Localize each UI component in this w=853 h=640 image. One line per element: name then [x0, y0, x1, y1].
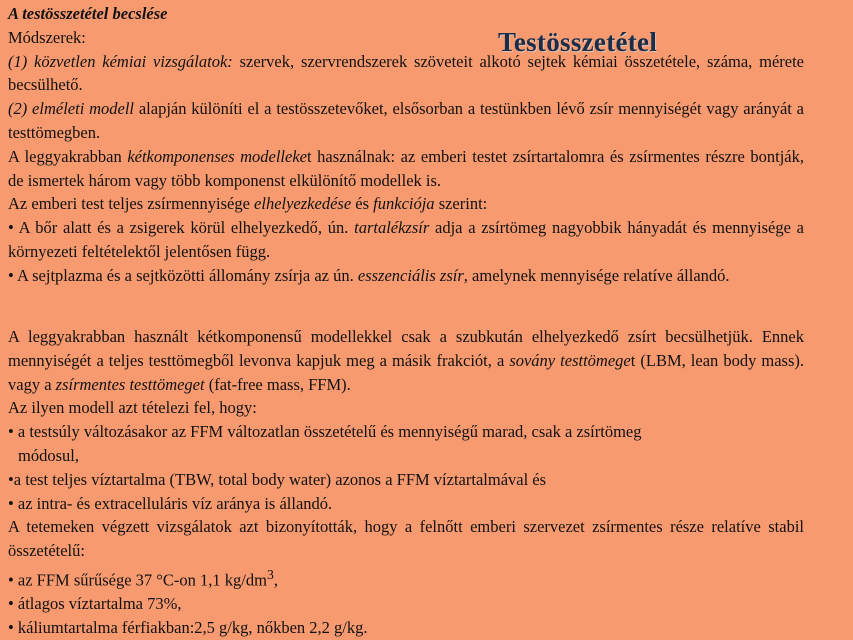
- fat-total-post: szerint:: [434, 194, 488, 214]
- models-mid: t (LBM, lean body mass). vagy a: [8, 350, 804, 394]
- method-1-lead: (1) közvetlen kémiai vizsgálatok:: [8, 51, 233, 71]
- fat-total-line: [8, 192, 804, 216]
- water-content-bullet: • átlagos víztartalma 73%,: [8, 594, 182, 614]
- potassium-bullet: • káliumtartalma férfiakban:2,5 g/kg, nőkben 2,2 g/kg.: [8, 618, 368, 638]
- two-component-intro: [8, 145, 804, 193]
- essential-term: esszenciális zsír: [357, 265, 464, 285]
- bullet-essential-fat: [8, 264, 804, 288]
- two-comp-pre: A leggyakrabban: [8, 146, 128, 166]
- assume-bullet-3: • az intra- és extracelluláris víz aránya is állandó.: [8, 493, 333, 513]
- assume-bullet-2: •a test teljes víztartalma (TBW, total body water) azonos a FFM víztartalmával és: [8, 469, 547, 489]
- storage-post: adja a zsírtömeg nagyobbik hányadát és mennyisége a környezeti feltételektől jelentősen függ.: [8, 218, 804, 261]
- models-pre: A leggyakrabban használt kétkomponensű modellekkel csak a szubkután elhelyezkedő zsírt becsülhetjük. Ennek mennyiségét a teljes testtömegből levonva kapjuk meg a másik frakciót, a: [8, 327, 804, 370]
- fat-total-term-2: funkciója: [373, 194, 435, 214]
- two-comp-post: t használnak: az emberi testet zsírtartalomra és zsírmentes részre bontják, de ismertek három vagy több komponenst elkülönítő modellek is.: [8, 146, 804, 190]
- ffm-density-tail: ,: [273, 570, 278, 590]
- two-comp-models: [8, 325, 804, 396]
- fat-total-term-1: elhelyezkedése: [254, 194, 352, 214]
- method-2-lead: (2) elméleti modell: [8, 99, 135, 119]
- text-block-estimation: [8, 2, 804, 288]
- storage-pre: • A bőr alatt és a zsigerek körül elhelyezkedő, ún.: [8, 218, 355, 238]
- section-heading: A testösszetétel becslése: [8, 4, 168, 23]
- methods-label: Módszerek:: [8, 27, 86, 47]
- studies-line: A tetemeken végzett vizsgálatok azt bizonyították, hogy a felnőtt emberi szervezet zsírmentes része relatíve stabil összetételű:: [8, 517, 804, 561]
- models-post: (fat-free mass, FFM).: [204, 374, 351, 394]
- storage-term: tartalékzsír: [354, 218, 430, 238]
- text-block-models: [8, 325, 804, 640]
- bullet-storage-fat: [8, 216, 804, 264]
- ffm-density-bullet: [8, 563, 804, 592]
- models-term-2: zsírmentes testtömeget: [55, 374, 205, 394]
- ffm-density-text: • az FFM sűrűsége 37 °C-on 1,1 kg/dm: [8, 570, 267, 590]
- two-comp-term: kétkomponenses modelleke: [127, 146, 307, 166]
- method-2: [8, 97, 804, 145]
- method-1: [8, 50, 804, 98]
- essential-pre: • A sejtplazma és a sejtközötti állomány zsírja az ún.: [8, 265, 358, 285]
- assume-bullet-1: • a testsúly változásakor az FFM változatlan összetételű és mennyiségű marad, csak a zsírtömeg: [8, 422, 642, 442]
- ffm-density-sup: 3: [266, 566, 274, 582]
- method-2-text: alapján különíti el a testösszetevőket, elsősorban a testünkben lévő zsír mennyiségét vagy arányát a testtömegben.: [8, 99, 804, 142]
- fat-total-mid: és: [351, 194, 374, 214]
- assume-bullet-1-cont: módosul,: [18, 445, 79, 465]
- models-term-1: sovány testtömege: [509, 350, 631, 370]
- assumes-line: Az ilyen modell azt tételezi fel, hogy:: [8, 398, 257, 418]
- essential-post: , amelynek mennyisége relatíve állandó.: [463, 265, 730, 285]
- fat-total-pre: Az emberi test teljes zsírmennyisége: [8, 194, 255, 214]
- slide-title: Testösszetétel: [498, 27, 658, 57]
- method-1-text: szervek, szervrendszerek szöveteit alkotó sejtek kémiai összetétele, száma, mérete becsülhető.: [8, 51, 805, 95]
